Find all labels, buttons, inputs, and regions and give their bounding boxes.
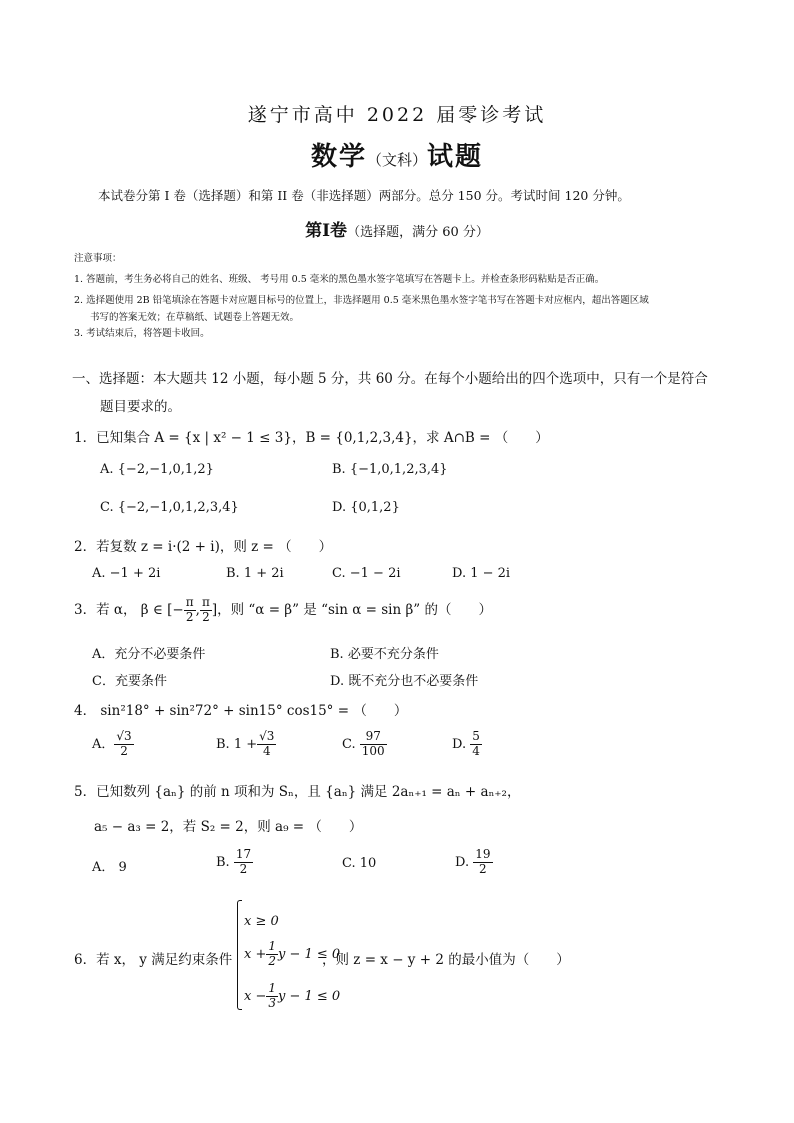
q2-option-b: B. 1 + 2i <box>226 566 284 581</box>
q4-option-c: C. $\frac{97}{100}$ <box>342 729 385 758</box>
q5-stem-line1: 5．已知数列 {aₙ} 的前 n 项和为 Sₙ，且 {aₙ} 满足 2aₙ₊₁ = aₙ + aₙ₊₂， <box>74 784 521 800</box>
subject-sub: （文科） <box>366 151 427 169</box>
section-instructions-line1: 一、选择题：本大题共 12 小题，每小题 5 分，共 60 分。在每个小题给出的四个选项中，只有一个是符合 <box>72 371 708 387</box>
q1-option-c: C. {−2,−1,0,1,2,3,4} <box>100 500 239 515</box>
notice-item-2a: 2. 选择题使用 2B 铅笔填涂在答题卡对应题目标号的位置上，非选择题用 0.5 毫米黑色墨水签字笔书写在答题卡对应框内，超出答题区域 <box>74 295 649 306</box>
q3-stem-start: 3．若 α， β ∈ [− <box>74 601 184 618</box>
subject-name: 数学 <box>310 142 367 172</box>
subject-title <box>0 136 794 173</box>
q2-stem: 2．若复数 z = i·(2 + i)，则 z = （ ） <box>74 539 333 555</box>
q2-option-a: A. −1 + 2i <box>92 566 161 581</box>
q3-option-b: B. 必要不充分条件 <box>330 647 439 662</box>
exam-intro: 本试卷分第 I 卷（选择题）和第 II 卷（非选择题）两部分。总分 150 分。考试时间 120 分钟。 <box>98 188 630 203</box>
q4-option-b: B. 1 + $\frac{√3}{4}$ <box>216 729 275 758</box>
part-title: 第Ⅰ卷 <box>305 221 348 241</box>
q6-stem-end: ，则 z = x − y + 2 的最小值为（ ） <box>322 952 570 968</box>
q4-option-a: A． $\frac{√3}{2}$ <box>92 729 132 758</box>
exam-title: 遂宁市高中 2022 届零诊考试 <box>247 104 547 126</box>
q3-frac-2: $\frac{\pi}{2}$ <box>201 595 210 624</box>
q3-stem-end: ]，则 “α = β” 是 “sin α = sin β” 的（ ） <box>211 601 492 618</box>
q5-option-a: A． 9 <box>92 860 127 875</box>
q5-stem-line2: a₅ − a₃ = 2，若 S₂ = 2，则 a₉ = （ ） <box>94 819 363 835</box>
notice-item-3: 3. 考试结束后，将答题卡收回。 <box>74 328 210 339</box>
q3-option-d: D. 既不充分也不必要条件 <box>330 674 479 689</box>
q6-constraint-3: x − $\frac{1}{3}$ y − 1 ≤ 0 <box>244 981 341 1010</box>
q5-option-b: B. $\frac{17}{2}$ <box>216 847 252 876</box>
notice-item-1: 1. 答题前，考生务必将自己的姓名、班级、 考号用 0.5 毫米的黑色墨水签字笔填写在答题卡上。并检查条形码粘贴是否正确。 <box>74 274 605 285</box>
part-heading <box>0 216 794 241</box>
q6-constraint-2: x + $\frac{1}{2}$ y − 1 ≤ 0 <box>244 939 341 968</box>
q2-option-c: C. −1 − 2i <box>332 566 401 581</box>
subject-tail: 试题 <box>427 142 484 172</box>
q4-stem: 4． sin²18° + sin²72° + sin15° cos15° = （ ） <box>74 703 408 719</box>
q5-option-d: D. $\frac{19}{2}$ <box>455 847 491 876</box>
q3-stem: 3．若 α， β ∈ [− $\frac{\pi}{2}$ , $\frac{\pi}{2}$ ]，则 “α = β” 是 “sin α = sin β” 的（ ） <box>74 595 492 624</box>
part-subtitle: （选择题，满分 60 分） <box>347 225 489 240</box>
q3-option-a: A．充分不必要条件 <box>92 647 206 662</box>
q6-stem-start: 6．若 x， y 满足约束条件 <box>74 952 233 968</box>
q2-option-d: D. 1 − 2i <box>452 566 511 581</box>
q4-option-d: D. $\frac{5}{4}$ <box>452 729 480 758</box>
q5-option-c: C. 10 <box>342 856 377 871</box>
notice-heading: 注意事项： <box>74 253 122 264</box>
q1-option-b: B. {−1,0,1,2,3,4} <box>332 462 448 477</box>
q3-frac-1: $\frac{\pi}{2}$ <box>185 595 194 624</box>
q1-stem: 1．已知集合 A = {x | x² − 1 ≤ 3}，B = {0,1,2,3,4}，求 A∩B = （ ） <box>74 430 549 446</box>
notice-item-2b: 书写的答案无效；在草稿纸、试题卷上答题无效。 <box>90 312 300 323</box>
q6-constraint-1: x ≥ 0 <box>244 914 279 929</box>
constraint-brace <box>237 900 242 1010</box>
q1-option-a: A. {−2,−1,0,1,2} <box>100 462 214 477</box>
q3-option-c: C．充要条件 <box>92 674 167 689</box>
section-instructions-line2: 题目要求的。 <box>100 399 181 415</box>
q1-option-d: D. {0,1,2} <box>332 500 400 515</box>
